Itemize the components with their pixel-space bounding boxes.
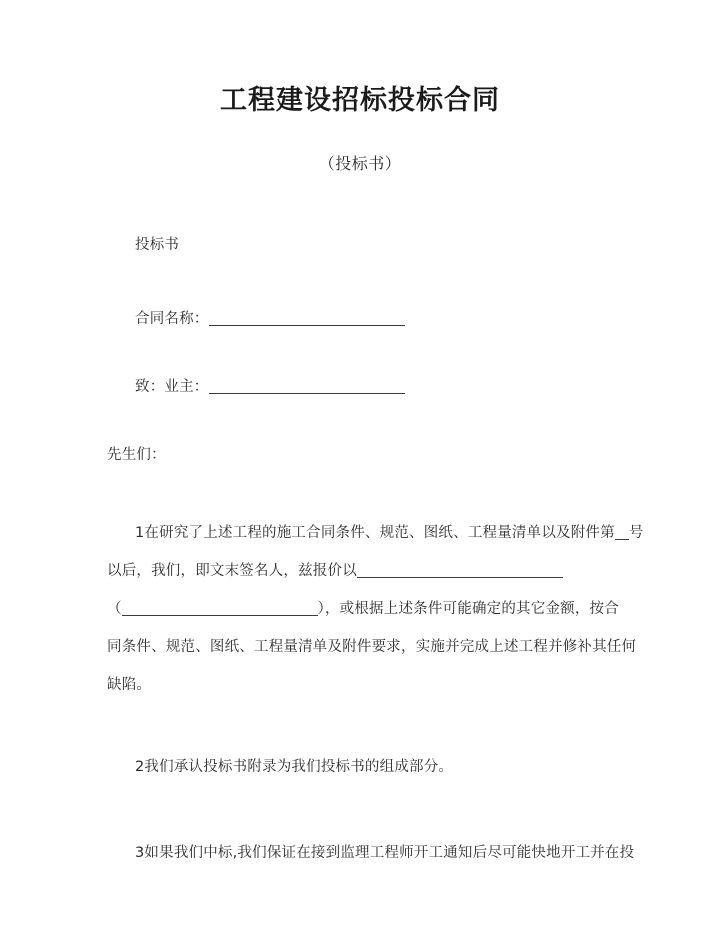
clause-1-text-b: 号 [628,525,644,541]
clause-2-line-1: 2我们承认投标书附录为我们投标书的组成部分。 [135,759,454,775]
clause-1-text-d: ），或根据上述条件可能确定的其它金额，按合 [317,601,619,617]
spacer [107,786,619,834]
document-body [107,226,644,872]
clause-1-line-5: 缺陷。 [107,677,152,693]
field-owner-label: 致：业主： [135,379,209,395]
field-owner-input[interactable] [209,393,405,394]
clause-1-line-2 [107,552,619,590]
document-subtitle: （投标书） [318,154,402,173]
clause-1-line-3 [107,590,619,628]
clause-1-text-a: 1在研究了上述工程的施工合同条件、规范、图纸、工程量清单以及附件第 [135,525,615,541]
clause-3-line-1: 3如果我们中标,我们保证在接到监理工程师开工通知后尽可能快地开工并在投 [135,845,635,861]
open-paren: （ [107,601,122,617]
clause-1-attachment-number-input[interactable] [615,539,629,540]
document-title: 工程建设招标投标合同 [220,85,500,116]
spacer [107,406,619,436]
salutation: 先生们： [107,447,166,463]
clause-1-line-4: 同条件、规范、图纸、工程量清单及附件要求，实施并完成上述工程并修补其任何 [107,639,637,655]
clause-1-line-1 [107,514,644,552]
clause-1-bid-amount-input[interactable] [357,577,563,578]
field-contract-name [107,300,619,338]
field-owner [107,368,619,406]
spacer [107,474,619,514]
field-contract-name-label: 合同名称： [135,311,209,327]
clause-1-text-c: 以后，我们，即文末签名人，兹报价以 [107,563,357,579]
field-contract-name-input[interactable] [209,325,405,326]
section-heading: 投标书 [135,237,180,253]
clause-1-bid-amount-words-input[interactable] [122,615,318,616]
spacer [107,264,619,300]
spacer [107,704,619,748]
spacer [107,338,619,368]
